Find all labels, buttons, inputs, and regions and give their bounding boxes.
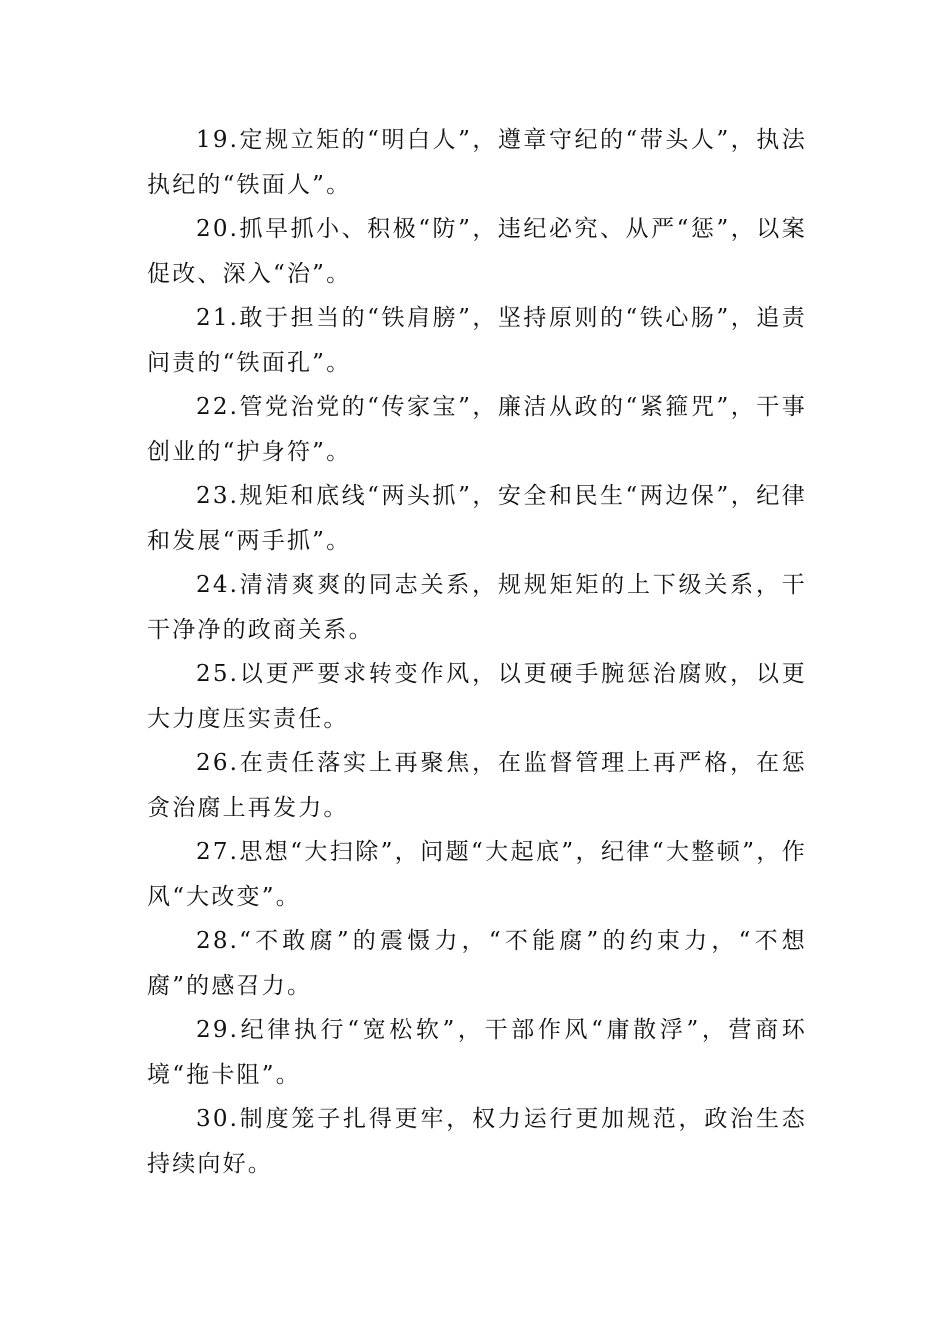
- paragraph-20: 20.抓早抓小、积极“防”，违纪必究、从严“惩”，以案促改、深入“治”。: [147, 216, 807, 287]
- paragraph-23: 23.规矩和底线“两头抓”，安全和民生“两边保”，纪律和发展“两手抓”。: [147, 483, 807, 554]
- paragraph-24: 24.清清爽爽的同志关系，规规矩矩的上下级关系，干干净净的政商关系。: [147, 572, 807, 643]
- paragraph-25: 25.以更严要求转变作风，以更硬手腕惩治腐败，以更大力度压实责任。: [147, 661, 807, 732]
- paragraph-29: 29.纪律执行“宽松软”，干部作风“庸散浮”，营商环境“拖卡阻”。: [147, 1017, 807, 1088]
- paragraph-19: 19.定规立矩的“明白人”，遵章守纪的“带头人”，执法执纪的“铁面人”。: [147, 127, 807, 198]
- paragraph-27: 27.思想“大扫除”，问题“大起底”，纪律“大整顿”，作风“大改变”。: [147, 839, 807, 910]
- paragraph-21: 21.敢于担当的“铁肩膀”，坚持原则的“铁心肠”，追责问责的“铁面孔”。: [147, 305, 807, 376]
- document-body: [147, 118, 807, 1186]
- paragraph-30: 30.制度笼子扎得更牢，权力运行更加规范，政治生态持续向好。: [147, 1106, 807, 1177]
- paragraph-22: 22.管党治党的“传家宝”，廉洁从政的“紧箍咒”，干事创业的“护身符”。: [147, 394, 807, 465]
- paragraph-28: 28.“不敢腐”的震慑力，“不能腐”的约束力，“不想腐”的感召力。: [147, 928, 807, 999]
- paragraph-26: 26.在责任落实上再聚焦，在监督管理上再严格，在惩贪治腐上再发力。: [147, 750, 807, 821]
